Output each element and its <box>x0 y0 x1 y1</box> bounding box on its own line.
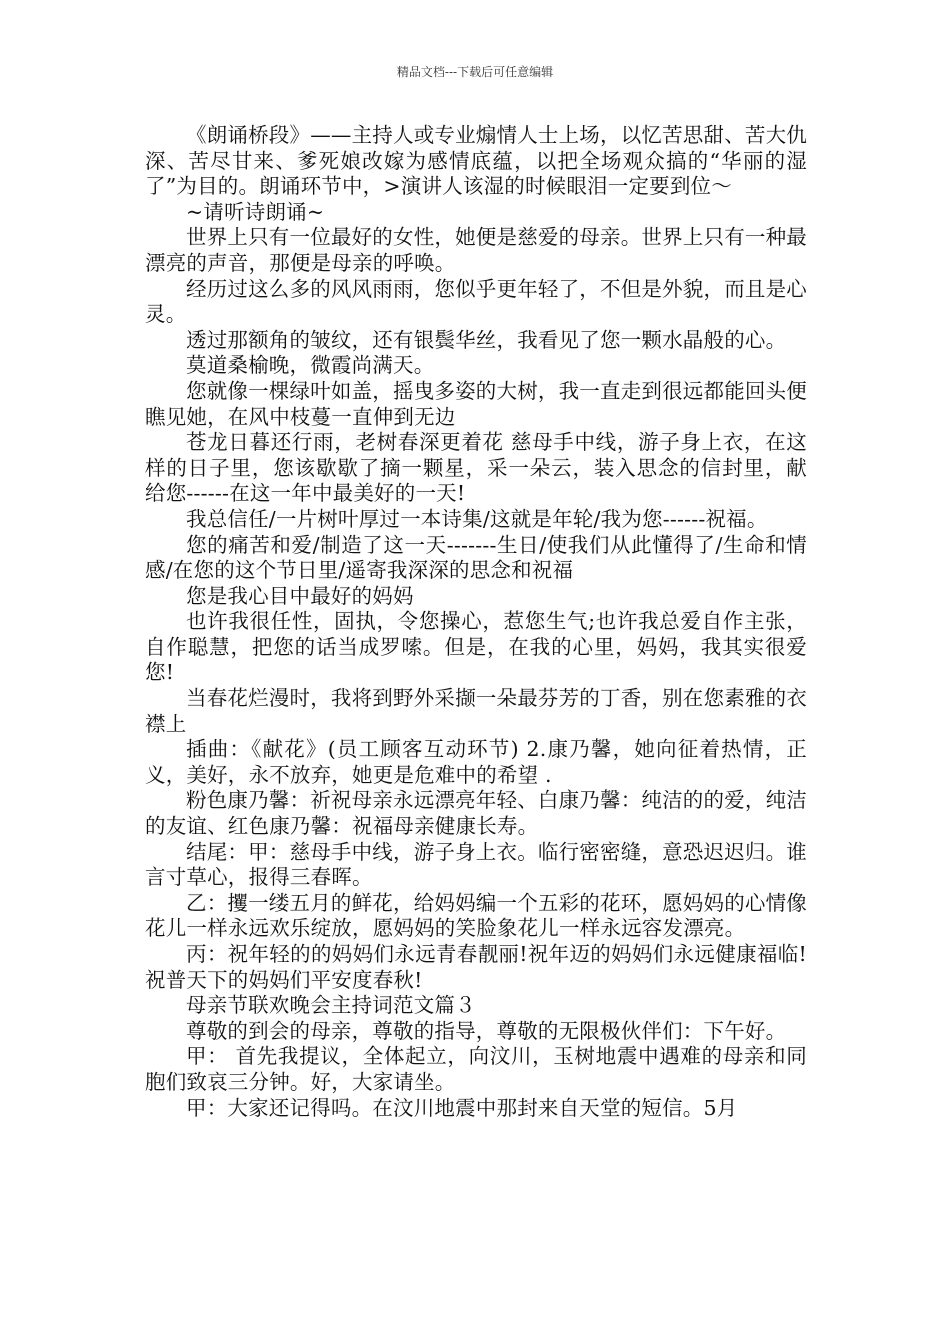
paragraph: 粉色康乃馨：祈祝母亲永远漂亮年轻、白康乃馨：纯洁的的爱，纯洁的友谊、红色康乃馨：祝福母亲健康长寿。 <box>145 788 807 839</box>
paragraph: 当春花烂漫时，我将到野外采撷一朵最芬芳的丁香，别在您素雅的衣襟上 <box>145 686 807 736</box>
section-heading: 母亲节联欢晚会主持词范文篇３ <box>186 993 476 1018</box>
paragraph: 世界上只有一位最好的女性，她便是慈爱的母亲。世界上只有一种最漂亮的声音，那便是母亲的呼唤。 <box>145 225 807 275</box>
paragraph: 尊敬的到会的母亲，尊敬的指导，尊敬的无限极伙伴们：下午好。 <box>186 1018 787 1043</box>
paragraph: 经历过这么多的风风雨雨，您似乎更年轻了，不但是外貌，而且是心灵。 <box>145 276 807 327</box>
paragraph: 也许我很任性，固执，令您操心，惹您生气;也许我总爱自作主张，自作聪慧，把您的话当成罗嗦。但是，在我的心里，妈妈，我其实很爱您! <box>145 609 807 685</box>
page-header: 精品文档---下载后可任意编辑 <box>396 65 554 79</box>
paragraph: 结尾：甲：慈母手中线，游子身上衣。临行密密缝，意恐迟迟归。谁言寸草心，报得三春晖。 <box>145 839 807 890</box>
paragraph: 甲：大家还记得吗。在汶川地震中那封来自天堂的短信。5月 <box>186 1095 738 1120</box>
paragraph: 丙：祝年轻的的妈妈们永远青春靓丽!祝年迈的妈妈们永远健康福临!祝普天下的妈妈们平安度春秋! <box>145 942 807 992</box>
paragraph: 乙：攫一缕五月的鲜花，给妈妈编一个五彩的花环，愿妈妈的心情像花儿一样永远欢乐绽放，愿妈妈的笑脸象花儿一样永远容发漂亮。 <box>145 890 807 941</box>
paragraph: 您的痛苦和爱/制造了这一天-------生日/使我们从此懂得了/生命和情感/在您的这个节日里/遥寄我深深的思念和祝福 <box>145 532 807 583</box>
paragraph: 您是我心目中最好的妈妈 <box>186 583 414 608</box>
paragraph: 甲： 首先我提议，全体起立，向汶川，玉树地震中遇难的母亲和同胞们致哀三分钟。好，大家请坐。 <box>145 1044 807 1094</box>
document-body <box>145 123 807 1121</box>
paragraph: 我总信任/一片树叶厚过一本诗集/这就是年轮/我为您------祝福。 <box>186 506 768 531</box>
paragraph: ~请听诗朗诵~ <box>186 199 325 224</box>
paragraph: 插曲：《献花》(员工顾客互动环节) 2.康乃馨，她向征着热情，正义，美好，永不放弃，她更是危难中的希望 . <box>145 737 807 787</box>
paragraph: 您就像一棵绿叶如盖，摇曳多姿的大树，我一直走到很远都能回头便瞧见她，在风中枝蔓一直伸到无边 <box>145 378 807 429</box>
paragraph: 《朗诵桥段》——主持人或专业煽情人士上场，以忆苦思甜、苦大仇深、苦尽甘来、爹死娘改嫁为感情底蕴，以把全场观众搞的“华丽的湿了”为目的。朗诵环节中，>演讲人该湿的时候眼泪一定要到位～ <box>145 123 807 199</box>
paragraph: 莫道桑榆晚，微霞尚满天。 <box>186 353 435 378</box>
paragraph: 苍龙日暮还行雨，老树春深更着花 慈母手中线，游子身上衣，在这样的日子里，您该歇歇了摘一颗星，采一朵云，装入思念的信封里，献给您------在这一年中最美好的一天! <box>145 430 807 506</box>
paragraph: 透过那额角的皱纹，还有银鬓华丝，我看见了您一颗水晶般的心。 <box>186 327 787 352</box>
